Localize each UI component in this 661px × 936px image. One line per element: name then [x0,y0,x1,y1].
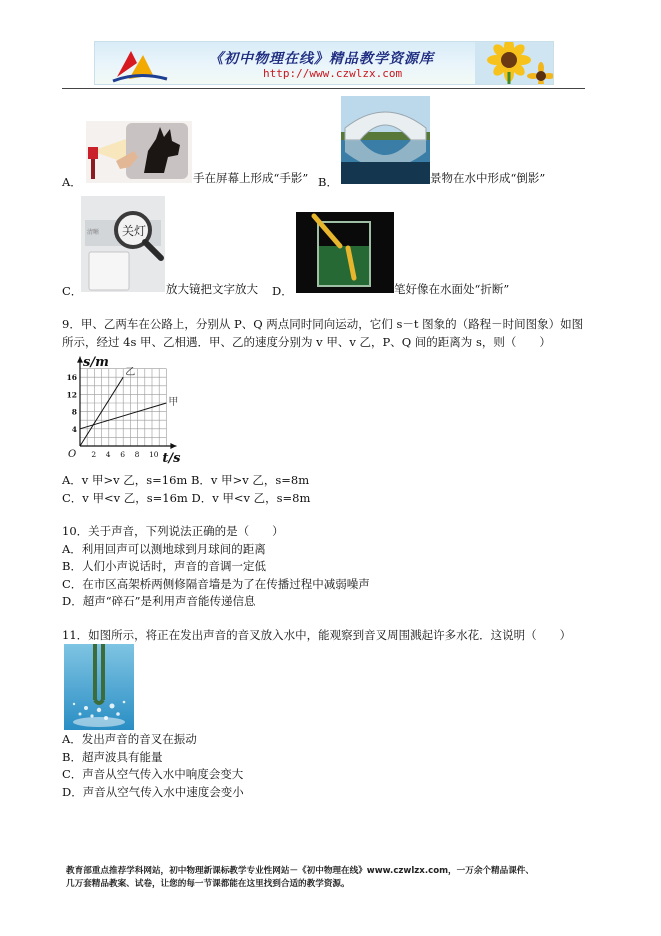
st-graph [60,354,200,466]
magnifier-text: 关灯 [122,224,147,238]
q8-option-d-text: 笔好像在水面处“折断” [394,282,510,296]
x-tick-label: 2 [91,450,97,459]
x-axis-label: t/s [162,451,181,466]
series-label: 乙 [125,367,136,379]
banner-url[interactable]: http://www.czwlzx.com [263,67,403,80]
q10-option-d: D．超声“碎石”是利用声音能传递信息 [62,594,256,608]
y-axis-label: s/m [83,355,109,370]
q9-options-row2: C．v 甲<v 乙，s=16m D．v 甲<v 乙，s=8m [62,491,311,505]
q9-stem-line1: 9．甲、乙两车在公路上，分别从 P、Q 两点同时同向运动，它们 s－t 图象的（路程－时间图象）如图 [62,317,584,331]
footer-line2: 几万套精品教案、试卷，让您的每一节课都能在这里找到合适的教学资源。 [66,879,350,889]
y-tick-label: 16 [66,373,77,383]
logo-icon [109,45,173,83]
q8-option-c-text: 放大镜把文字放大 [166,282,258,296]
bridge-reflection-image [341,96,430,184]
magnifier-image [81,196,165,292]
y-tick-label: 8 [71,407,77,417]
header-banner [94,41,554,85]
q8-option-b-letter: B． [318,175,338,189]
q8-option-b-text: 景物在水中形成“倒影” [430,171,546,185]
series-label: 甲 [168,397,179,408]
footer-line1: 教育部重点推荐学科网站，初中物理新课标教学专业性网站－《初中物理在线》www.czwlzx.com，一万余个精品课件、 [66,866,534,876]
x-axis-arrow [170,443,176,449]
q11-option-a: A．发出声音的音叉在振动 [62,732,197,746]
q11-option-c: C．声音从空气传入水中响度会变大 [62,767,244,781]
q8-option-a-text: 手在屏幕上形成“手影” [193,171,309,185]
sunflower-icon [475,42,554,85]
q10-stem: 10．关于声音，下列说法正确的是（ ） [62,524,284,538]
q10-option-c: C．在市区高架桥两侧修隔音墙是为了在传播过程中减弱噪声 [62,577,370,591]
q10-option-a: A．利用回声可以测地球到月球间的距离 [62,542,266,556]
pencil-in-water-image [296,212,394,293]
q8-option-a-letter: A． [62,175,82,189]
y-tick-label: 12 [66,390,77,400]
x-tick-label: 4 [105,450,111,459]
banner-title: 《初中物理在线》精品教学资源库 [209,51,434,67]
q8-option-d-letter: D． [272,284,293,298]
x-tick-label: 10 [149,450,159,459]
hand-shadow-image [86,121,192,183]
y-tick-label: 4 [71,424,77,434]
tuning-fork-water-image [64,644,134,730]
origin-label: O [68,449,77,460]
q9-options-row1: A．v 甲>v 乙，s=16m B．v 甲>v 乙，s=8m [62,473,310,487]
q11-stem: 11．如图所示，将正在发出声音的音叉放入水中，能观察到音叉周围溅起许多水花．这说明（ ） [62,628,572,642]
x-tick-label: 6 [120,450,125,459]
x-tick-label: 8 [134,450,140,459]
q10-option-b: B．人们小声说话时，声音的音调一定低 [62,559,266,573]
q11-option-d: D．声音从空气传入水中速度会变小 [62,785,244,799]
header-rule [62,88,585,89]
q9-stem-line2: 所示，经过 4s 甲、乙相遇．甲、乙的速度分别为 v 甲、v 乙，P、Q 间的距离为 s，则（ ） [62,335,551,349]
q8-option-c-letter: C． [62,284,83,298]
svg-text:清晰: 清晰 [87,229,100,236]
q11-option-b: B．超声波具有能量 [62,750,163,764]
